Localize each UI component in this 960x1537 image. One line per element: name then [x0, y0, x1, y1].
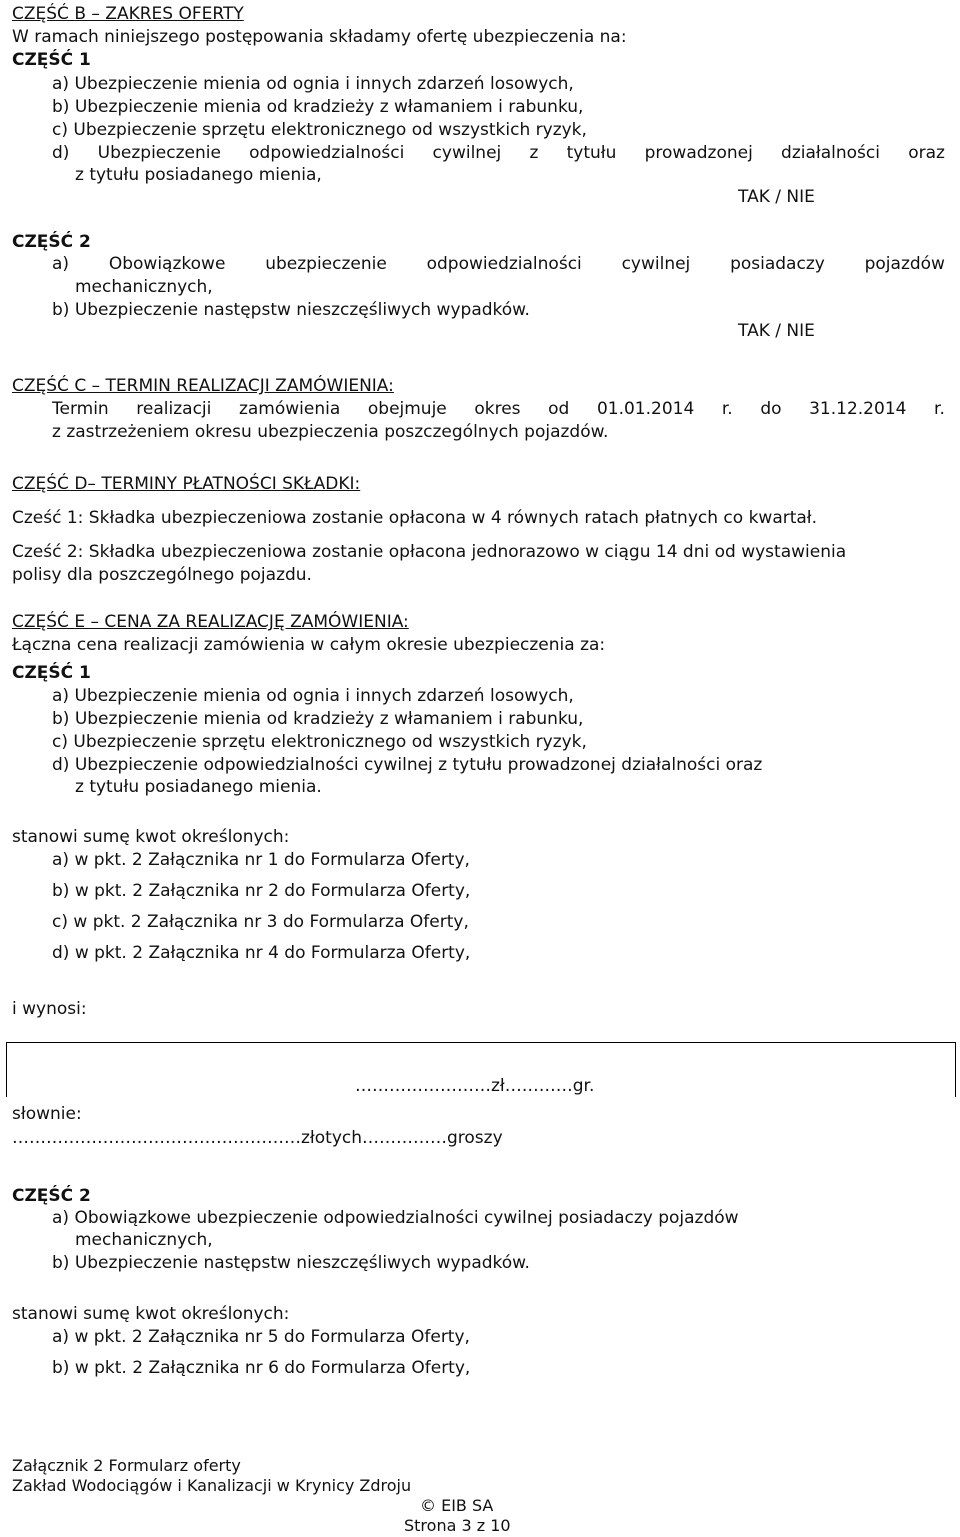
word: r. — [934, 399, 945, 419]
footer-company: Zakład Wodociągów i Kanalizacji w Krynicy Zdroju — [12, 1476, 412, 1495]
word: Obowiązkowe — [108, 254, 226, 274]
sum-intro: stanowi sumę kwot określonych: — [12, 827, 290, 847]
footer-copyright: © EIB SA — [420, 1496, 494, 1515]
word: d) — [52, 143, 70, 163]
list-item: d) Ubezpieczenie odpowiedzialności cywilnej z tytułu prowadzonej działalności oraz — [52, 755, 763, 775]
word: do — [760, 399, 782, 419]
word: działalności — [781, 143, 880, 163]
price-words-field[interactable]: ……………………………………………złotych……………groszy — [12, 1128, 503, 1148]
section-b-intro: W ramach niniejszego postępowania składamy ofertę ubezpieczenia na: — [12, 27, 627, 47]
word: okres — [474, 399, 521, 419]
list-item: b) Ubezpieczenie następstw nieszczęśliwych wypadków. — [52, 300, 530, 320]
footer-attachment: Załącznik 2 Formularz oferty — [12, 1456, 241, 1475]
list-item: c) Ubezpieczenie sprzętu elektronicznego od wszystkich ryzyk, — [52, 732, 587, 752]
word: r. — [721, 399, 733, 419]
word: Termin — [52, 399, 109, 419]
sum-item: b) w pkt. 2 Załącznika nr 6 do Formularza Oferty, — [52, 1358, 471, 1378]
word: odpowiedzialności — [426, 254, 582, 274]
page-number: Strona 3 z 10 — [404, 1516, 511, 1535]
list-item-justified — [52, 143, 945, 163]
sum-intro: stanowi sumę kwot określonych: — [12, 1304, 290, 1324]
word: prowadzonej — [644, 143, 753, 163]
list-item-continuation: z tytułu posiadanego mienia, — [75, 165, 322, 185]
list-item-continuation: z tytułu posiadanego mienia. — [75, 777, 322, 797]
section-b-heading: CZĘŚĆ B – ZAKRES OFERTY — [12, 4, 244, 24]
tak-nie-choice: TAK / NIE — [738, 187, 815, 207]
sum-item: a) w pkt. 2 Załącznika nr 5 do Formularza Oferty, — [52, 1327, 470, 1347]
tak-nie-choice: TAK / NIE — [738, 321, 815, 341]
word: cywilnej — [432, 143, 502, 163]
list-item-continuation: mechanicznych, — [75, 277, 213, 297]
section-b-part2-label: CZĘŚĆ 2 — [12, 232, 91, 252]
payment-part2-cont: polisy dla poszczególnego pojazdu. — [12, 565, 312, 585]
section-e-part1-label: CZĘŚĆ 1 — [12, 663, 91, 683]
section-e-part2-label: CZĘŚĆ 2 — [12, 1186, 91, 1206]
word: realizacji — [136, 399, 212, 419]
sum-item: d) w pkt. 2 Załącznika nr 4 do Formularza Oferty, — [52, 943, 471, 963]
section-e-heading: CZĘŚĆ E – CENA ZA REALIZACJĘ ZAMÓWIENIA: — [12, 612, 409, 632]
sum-item: a) w pkt. 2 Załącznika nr 1 do Formularza Oferty, — [52, 850, 470, 870]
section-d-heading: CZĘŚĆ D– TERMINY PŁATNOŚCI SKŁADKI: — [12, 474, 361, 494]
word: 01.01.2014 — [596, 399, 695, 419]
section-c-heading: CZĘŚĆ C – TERMIN REALIZACJI ZAMÓWIENIA: — [12, 376, 394, 396]
term-line-2: z zastrzeżeniem okresu ubezpieczenia poszczególnych pojazdów. — [52, 422, 609, 442]
word: posiadaczy — [730, 254, 825, 274]
payment-part1: Cześć 1: Składka ubezpieczeniowa zostanie opłacona w 4 równych ratach płatnych co kwartał. — [12, 508, 818, 528]
word: zamówienia — [238, 399, 341, 419]
word: tytułu — [566, 143, 617, 163]
section-b-part1-label: CZĘŚĆ 1 — [12, 50, 91, 70]
sum-item: c) w pkt. 2 Załącznika nr 3 do Formularza Oferty, — [52, 912, 469, 932]
list-item: c) Ubezpieczenie sprzętu elektronicznego od wszystkich ryzyk, — [52, 120, 587, 140]
payment-part2: Cześć 2: Składka ubezpieczeniowa zostanie opłacona jednorazowo w ciągu 14 dni od wystawienia — [12, 542, 847, 562]
word: obejmuje — [367, 399, 447, 419]
word: pojazdów — [864, 254, 945, 274]
list-item-continuation: mechanicznych, — [75, 1230, 213, 1250]
word: z — [529, 143, 539, 163]
word: cywilnej — [621, 254, 691, 274]
list-item: b) Ubezpieczenie następstw nieszczęśliwych wypadków. — [52, 1253, 530, 1273]
word: 31.12.2014 — [809, 399, 907, 419]
section-e-intro: Łączna cena realizacji zamówienia w całym okresie ubezpieczenia za: — [12, 635, 606, 655]
word: ubezpieczenie — [265, 254, 387, 274]
wynosi-label: i wynosi: — [12, 999, 87, 1019]
word: Ubezpieczenie — [97, 143, 221, 163]
sum-item: b) w pkt. 2 Załącznika nr 2 do Formularza Oferty, — [52, 881, 471, 901]
word: a) — [52, 254, 70, 274]
word: odpowiedzialności — [249, 143, 405, 163]
word: od — [548, 399, 570, 419]
list-item: a) Ubezpieczenie mienia od ognia i innych zdarzeń losowych, — [52, 74, 574, 94]
list-item-justified — [52, 254, 945, 274]
list-item: b) Ubezpieczenie mienia od kradzieży z włamaniem i rabunku, — [52, 709, 584, 729]
term-line — [52, 399, 945, 419]
list-item: b) Ubezpieczenie mienia od kradzieży z włamaniem i rabunku, — [52, 97, 584, 117]
list-item: a) Ubezpieczenie mienia od ognia i innych zdarzeń losowych, — [52, 686, 574, 706]
slownie-label: słownie: — [12, 1104, 82, 1124]
price-amount-field[interactable]: ……………………zł…………gr. — [355, 1076, 595, 1096]
list-item: a) Obowiązkowe ubezpieczenie odpowiedzialności cywilnej posiadaczy pojazdów — [52, 1208, 739, 1228]
word: oraz — [908, 143, 945, 163]
